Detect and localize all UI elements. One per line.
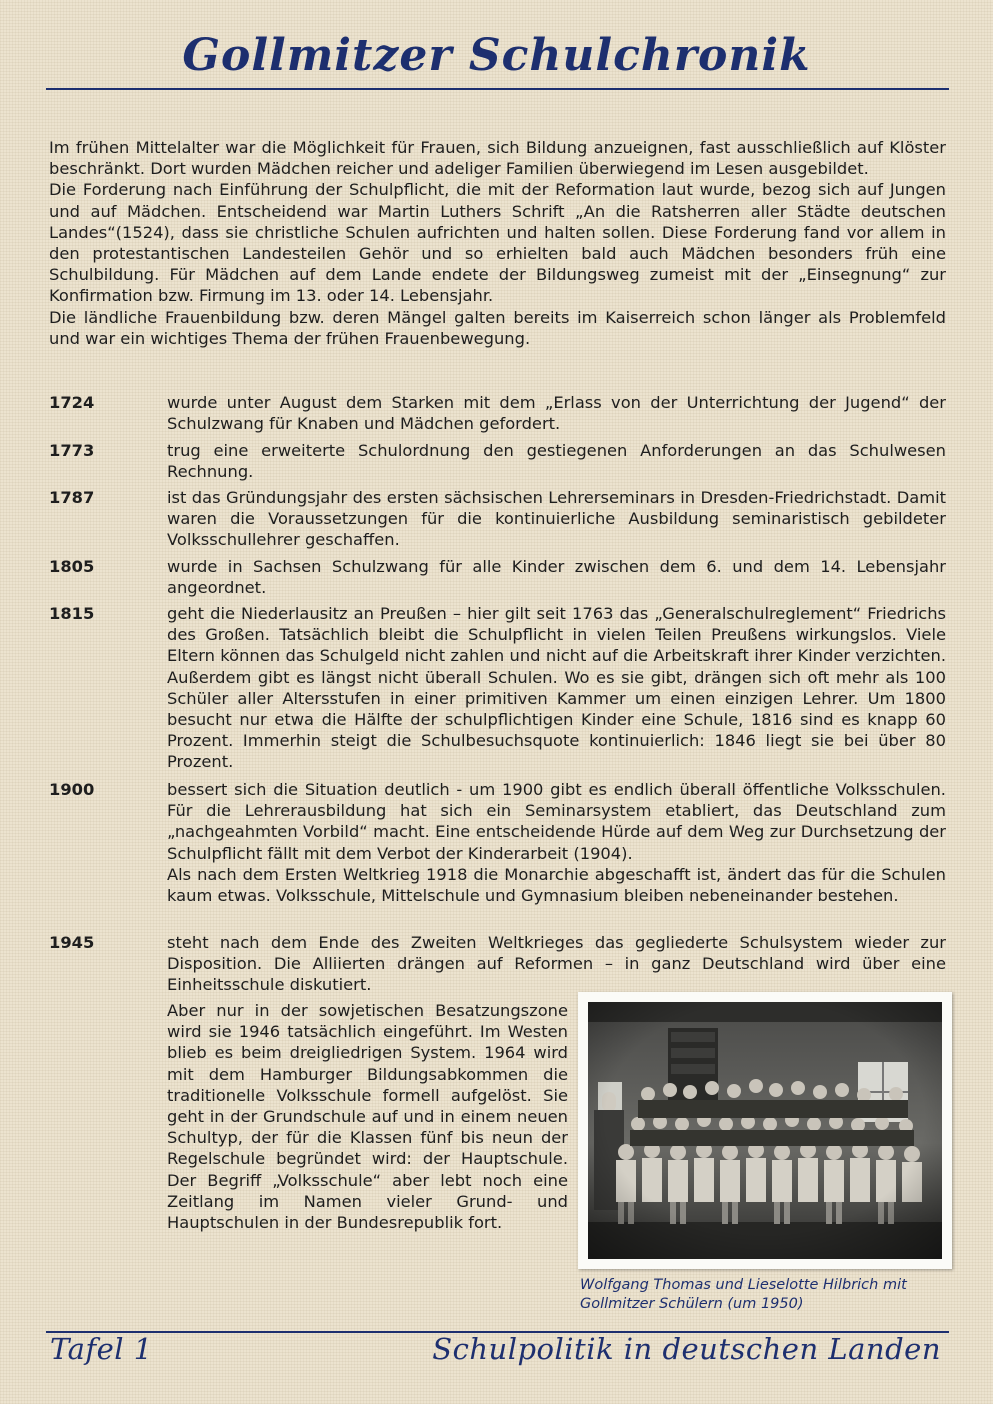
timeline-entry-1815 — [49, 603, 946, 773]
timeline-year: 1787 — [49, 488, 95, 507]
timeline-text: wurde in Sachsen Schulzwang für alle Kinder zwischen dem 6. und dem 14. Lebensjahr angeordnet. — [167, 557, 946, 598]
timeline-year: 1724 — [49, 393, 95, 412]
timeline-entry-1945 — [49, 932, 946, 996]
timeline-text: geht die Niederlausitz an Preußen – hier gilt seit 1763 das „Generalschulreglement“ Friedrichs des Großen. Tatsächlich bleibt die Schulpflicht in vielen Teilen Preußens wirkungslos. Viele Eltern können das Schulgeld nicht zahlen und nicht auf die Arbeitskraft ihrer Kinder verzichten. Außerdem gibt es längst nicht überall Schulen. Wo es sie gibt, drängen sich oft mehr als 100 Schüler aller Altersstufen in einer primitiven Kammer um einen einzigen Lehrer. Um 1800 besucht nur etwa die Hälfte der schulpflichtigen Kinder eine Schule, 1816 sind es knapp 60 Prozent. Immerhin steigt die Schulbesuchsquote kontinuierlich: 1846 liegt sie bei über 80 Prozent. — [167, 604, 946, 772]
timeline-text: bessert sich die Situation deutlich - um 1900 gibt es endlich überall öffentliche Volksschulen. Für die Lehrerausbildung hat sich ein Seminarsystem etabliert, das Deutschland zum „nachgeahmten Vorbild“ macht. Eine entscheidende Hürde auf dem Weg zur Durchsetzung der Schulpflicht fällt mit dem Verbot der Kinderarbeit (1904). — [167, 780, 946, 863]
timeline-text: steht nach dem Ende des Zweiten Weltkrieges das gegliederte Schulsystem wieder zur Disposition. Die Alliierten drängen auf Reformen – in ganz Deutschland wird über eine Einheitsschule diskutiert. — [167, 933, 946, 995]
intro-paragraph: Im frühen Mittelalter war die Möglichkeit für Frauen, sich Bildung anzueignen, fast ausschließlich auf Klöster beschränkt. Dort wurden Mädchen reicher und adeliger Familien überwiegend im Lesen ausgebildet. — [49, 138, 946, 179]
timeline-entry-1773 — [49, 440, 946, 482]
timeline-text: trug eine erweiterte Schulordnung den gestiegenen Anforderungen an das Schulwesen Rechnung. — [167, 441, 946, 482]
footer-panel-label: Tafel 1 — [50, 1332, 153, 1366]
timeline-text: wurde unter August dem Starken mit dem „Erlass von der Unterrichtung der Jugend“ der Schulzwang für Knaben und Mädchen gefordert. — [167, 393, 946, 434]
timeline-year: 1945 — [49, 933, 95, 952]
timeline-entry-1787 — [49, 487, 946, 551]
intro-paragraph: Die Forderung nach Einführung der Schulpflicht, die mit der Reformation laut wurde, bezog sich auf Jungen und auf Mädchen. Entscheidend war Martin Luthers Schrift „An die Ratsherren aller Städte deutschen Landes“(1524), dass sie christliche Schulen aufrichten und halten sollen. Diese Forderung fand vor allem in den protestantischen Landesteilen Gehör und so erhielten bald auch Mädchen besonders früh eine Schulbildung. Für Mädchen auf dem Lande endete der Bildungsweg zumeist mit der „Einsegnung“ zur Konfirmation bzw. Firmung im 13. oder 14. Lebensjahr. — [49, 180, 946, 306]
timeline-continuation: Aber nur in der sowjetischen Besatzungszone wird sie 1946 tatsächlich eingeführt. Im Westen blieb es beim dreigliedrigen System. 1964 wird mit dem Hamburger Bildungsabkommen die traditionelle Volksschule formell aufgelöst. Sie geht in der Grundschule auf und in einem neuen Schultyp, der für die Klassen fünf bis neun der Regelschule begründet wird: der Hauptschule. Der Begriff „Volksschule“ aber lebt noch eine Zeitlang im Namen vieler Grund- und Hauptschulen in der Bundesrepublik fort. — [167, 1001, 568, 1233]
footer-section-title: Schulpolitik in deutschen Landen — [432, 1332, 941, 1366]
class-photo — [578, 992, 952, 1269]
timeline-text: ist das Gründungsjahr des ersten sächsischen Lehrerseminars in Dresden-Friedrichstadt. Damit waren die Voraussetzungen für die kontinuierliche Ausbildung seminaristisch gebildeter Volksschullehrer geschaffen. — [167, 488, 946, 550]
timeline-entry-1900 — [49, 779, 946, 906]
timeline-year: 1773 — [49, 441, 95, 460]
intro-paragraph: Die ländliche Frauenbildung bzw. deren Mängel galten bereits im Kaiserreich schon länger als Problemfeld und war ein wichtiges Thema der frühen Frauenbewegung. — [49, 307, 946, 348]
intro-text — [49, 137, 946, 349]
timeline-year: 1815 — [49, 604, 95, 623]
timeline-entry-1805 — [49, 556, 946, 598]
photo-caption: Wolfgang Thomas und Lieselotte Hilbrich mit Gollmitzer Schülern (um 1950) — [580, 1277, 907, 1312]
timeline-year: 1805 — [49, 557, 95, 576]
class-photo-image — [578, 992, 952, 1269]
timeline-year: 1900 — [49, 780, 95, 799]
timeline-entry-1724 — [49, 392, 946, 434]
timeline-text: Als nach dem Ersten Weltkrieg 1918 die Monarchie abgeschafft ist, ändert das für die Schulen kaum etwas. Volksschule, Mittelschule und Gymnasium bleiben nebeneinander bestehen. — [167, 864, 946, 906]
title-divider — [46, 88, 949, 90]
page-title: Gollmitzer Schulchronik — [182, 30, 811, 81]
